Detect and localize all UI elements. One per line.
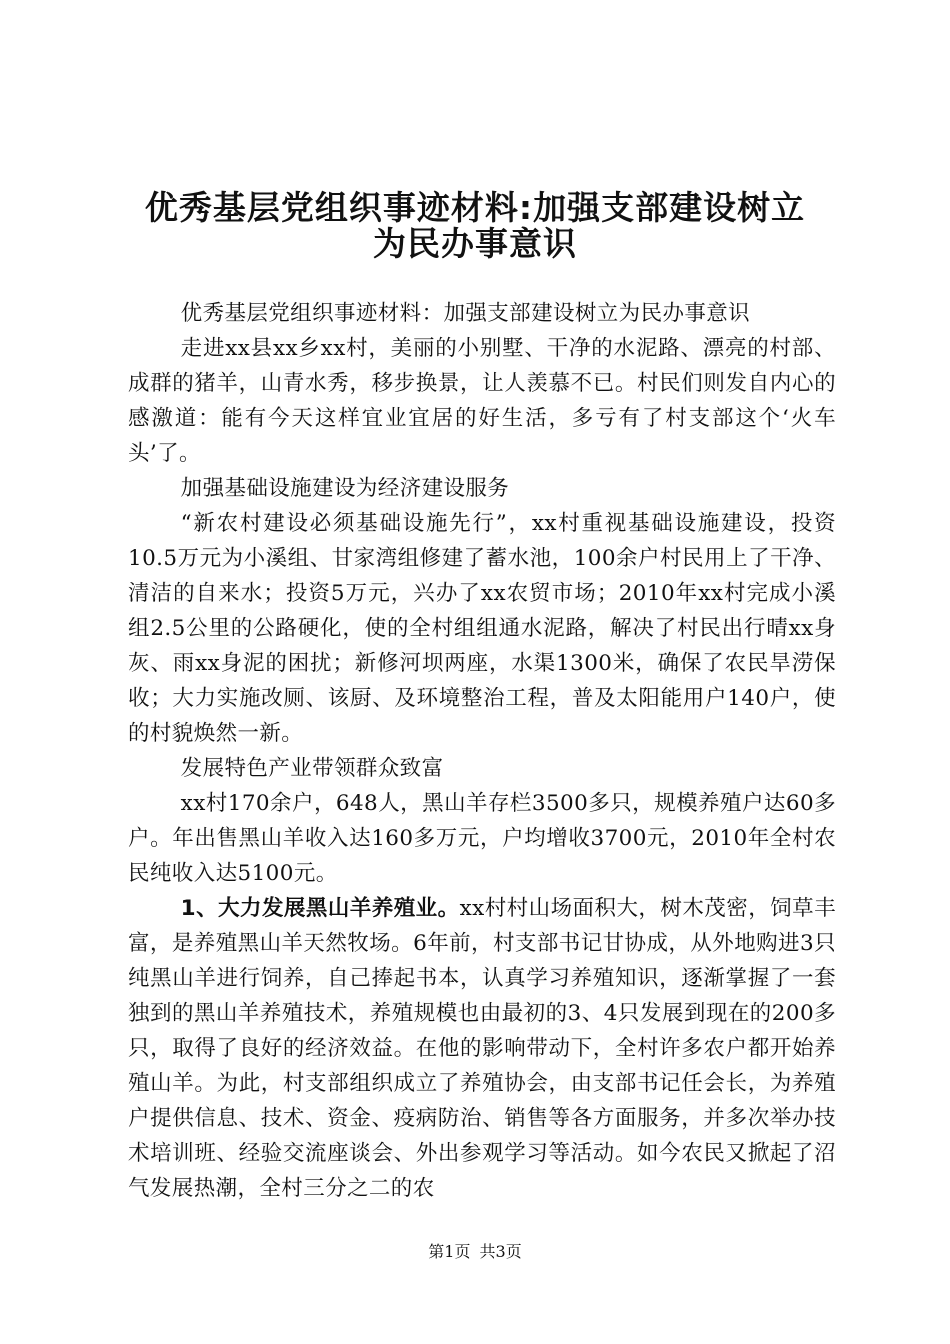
page-footer xyxy=(0,1240,950,1264)
intro-paragraph: 走进xx县xx乡xx村，美丽的小别墅、干净的水泥路、漂亮的村部、成群的猪羊，山青水秀，移步换景，让人羡慕不已。村民们则发自内心的感激道：能有今天这样宜业宜居的好生活，多亏有了村支部这个‘火车头’了。 xyxy=(128,336,836,466)
goat-farming-text: xx村村山场面积大，树木茂密，饲草丰富，是养殖黑山羊天然牧场。6年前，村支部书记甘协成，从外地购进3只纯黑山羊进行饲养，自己捧起书本，认真学习养殖知识，逐渐掌握了一套独到的黑山羊养殖技术，养殖规模也由最初的3、4只发展到现在的200多只，取得了良好的经济效益。在他的影响带动下，全村许多农户都开始养殖山羊。为此，村支部组织成立了养殖协会，由支部书记任会长，为养殖户提供信息、技术、资金、疫病防治、销售等各方面服务，并多次举办技术培训班、经验交流座谈会、外出参观学习等活动。如今农民又掀起了沼气发展热潮，全村三分之二的农 xyxy=(128,896,837,1201)
industry-stats-paragraph: xx村170余户，648人，黑山羊存栏3500多只，规模养殖户达60多户。年出售黑山羊收入达160多万元，户均增收3700元，2010年全村农民纯收入达5100元。 xyxy=(128,791,836,886)
document-body xyxy=(128,296,836,1206)
page-number: 第1页 xyxy=(428,1242,471,1261)
infrastructure-paragraph: “新农村建设必须基础设施先行”，xx村重视基础设施建设，投资10.5万元为小溪组、甘家湾组修建了蓄水池，100余户村民用上了干净、清洁的自来水；投资5万元，兴办了xx农贸市场；2010年xx村完成小溪组2.5公里的公路硬化，使的全村组组通水泥路，解决了村民出行晴xx身灰、雨xx身泥的困扰；新修河坝两座，水渠1300米，确保了农民旱涝保收；大力实施改厕、该厨、及环境整治工程，普及太阳能用户140户，使的村貌焕然一新。 xyxy=(128,511,836,746)
goat-farming-lead: 1、大力发展黑山羊养殖业。 xyxy=(180,896,460,921)
section-heading-industry: 发展特色产业带领群众致富 xyxy=(180,756,444,781)
subtitle-paragraph: 优秀基层党组织事迹材料：加强支部建设树立为民办事意识 xyxy=(180,301,751,326)
document-title-line-1: 优秀基层党组织事迹材料:加强支部建设树立 xyxy=(144,188,806,227)
section-heading-infrastructure: 加强基础设施建设为经济建设服务 xyxy=(180,476,510,501)
page-total: 共3页 xyxy=(479,1242,522,1261)
document-title-line-2: 为民办事意识 xyxy=(373,224,577,263)
goat-farming-paragraph xyxy=(128,891,836,1206)
